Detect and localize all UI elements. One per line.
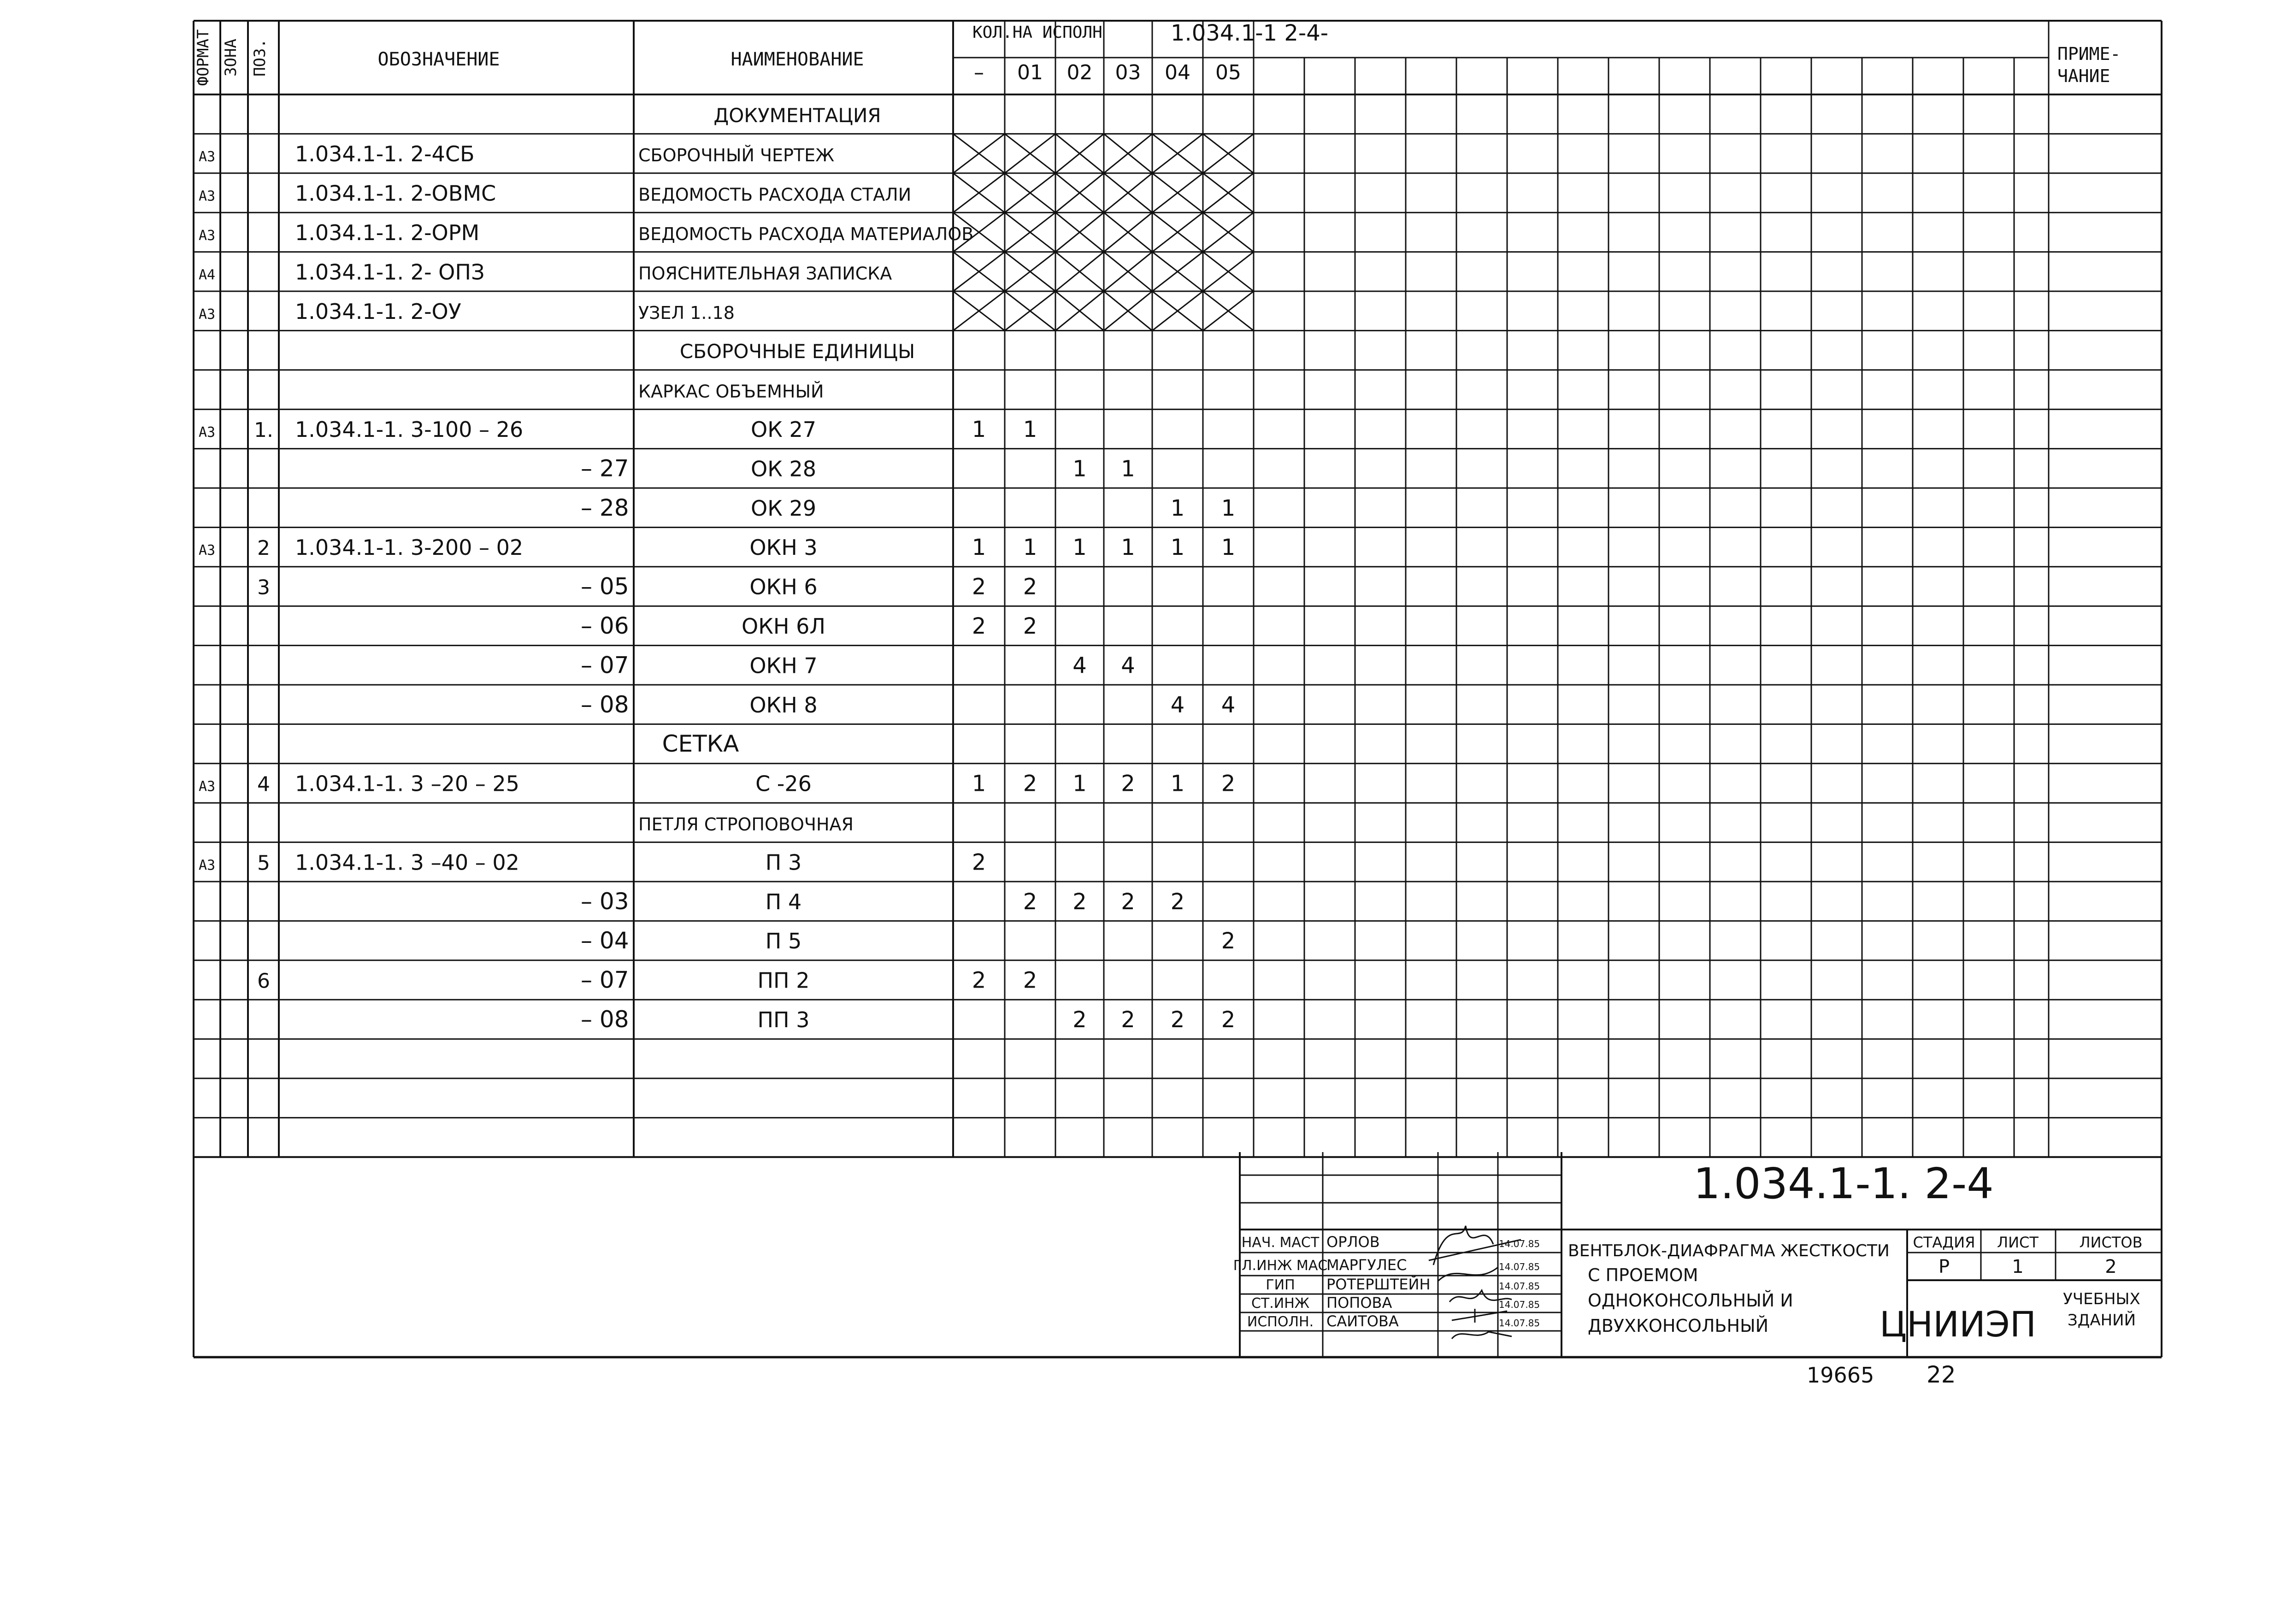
cell-qty: 4 <box>1221 692 1236 718</box>
table-row <box>581 455 1135 482</box>
cell-format: А3 <box>198 542 216 559</box>
table-row <box>257 967 1037 994</box>
org-sub-1: УЧЕБНЫХ <box>2063 1290 2140 1308</box>
cell-designation: – 04 <box>581 927 629 954</box>
tb-date: 14.07.85 <box>1499 1318 1540 1329</box>
cell-qty: 2 <box>972 574 986 600</box>
cell-format: А3 <box>198 227 216 244</box>
table-row <box>713 104 881 129</box>
cell-designation: – 28 <box>581 494 629 521</box>
cell-qty: 2 <box>972 967 986 994</box>
cell-name: ОКН 6 <box>749 574 818 600</box>
stage-value: Р <box>1938 1256 1950 1277</box>
spec-rows <box>199 104 1235 1033</box>
cell-name: ОКН 7 <box>749 653 818 678</box>
cell-section: СЕТКА <box>662 730 739 758</box>
tb-person: ОРЛОВ <box>1326 1233 1380 1251</box>
cell-name: С -26 <box>755 771 812 796</box>
tb-role: ГИП <box>1266 1277 1295 1293</box>
table-row <box>199 771 1235 797</box>
cell-qty: 2 <box>1221 1006 1236 1033</box>
signature-stroke <box>1438 1267 1498 1281</box>
cell-pos: 5 <box>257 851 270 875</box>
title-desc-2: С ПРОЕМОМ <box>1588 1265 1698 1285</box>
cell-qty: 1 <box>1221 495 1236 521</box>
cell-designation: – 06 <box>581 612 629 639</box>
cell-qty: 2 <box>1121 1006 1135 1033</box>
cell-designation: 1.034.1-1. 2-ОВМС <box>295 181 496 206</box>
table-row <box>199 141 834 166</box>
table-row <box>680 340 915 365</box>
tb-person: САИТОВА <box>1326 1312 1399 1330</box>
tb-person: РОТЕРШТЕЙН <box>1326 1276 1431 1293</box>
cell-qty: 2 <box>1023 574 1037 600</box>
cell-designation: 1.034.1-1. 3-200 – 02 <box>295 535 524 560</box>
cell-name: ПОЯСНИТЕЛЬНАЯ ЗАПИСКА <box>638 263 892 284</box>
cell-qty: 2 <box>1170 888 1185 915</box>
variant-label: 01 <box>1017 61 1043 84</box>
variant-label: 05 <box>1215 61 1241 84</box>
table-row <box>638 814 854 835</box>
cell-qty: 2 <box>1121 771 1135 797</box>
cell-name: ОК 28 <box>750 456 817 482</box>
table-row <box>662 730 739 757</box>
tb-person: ПОПОВА <box>1326 1294 1392 1312</box>
table-row <box>199 417 1037 442</box>
cell-qty: 2 <box>1023 613 1037 639</box>
cell-qty: 1 <box>1072 456 1087 482</box>
cell-format: А3 <box>198 857 216 874</box>
cell-designation: 1.034.1-1. 3 –40 – 02 <box>295 850 519 875</box>
cell-qty: 2 <box>1221 771 1236 797</box>
header-note-1: ПРИМЕ- <box>2057 44 2121 64</box>
cell-qty: 4 <box>1121 653 1135 679</box>
cell-designation: – 27 <box>581 455 629 482</box>
cell-designation: – 07 <box>581 652 629 679</box>
tb-person: МАРГУЛЕС <box>1326 1256 1407 1274</box>
tb-date: 14.07.85 <box>1499 1281 1540 1292</box>
tb-role: СТ.ИНЖ <box>1251 1295 1310 1312</box>
table-row <box>257 573 1037 600</box>
cell-name: П 3 <box>765 850 802 875</box>
cell-qty: 1 <box>1023 535 1037 561</box>
cell-format: А3 <box>198 149 216 165</box>
cell-format: А3 <box>198 424 216 441</box>
table-row <box>581 927 1235 954</box>
cell-qty: 1 <box>1170 495 1185 521</box>
table-row <box>199 259 892 284</box>
cell-name: ВЕДОМОСТЬ РАСХОДА МАТЕРИАЛОВ <box>638 224 974 244</box>
cell-qty: 2 <box>1121 888 1135 915</box>
title-block-roles <box>1233 1233 1540 1330</box>
table-grid <box>194 21 2162 1357</box>
table-row <box>581 652 1135 678</box>
tb-role: НАЧ. МАСТ <box>1241 1235 1320 1251</box>
sheets-label: ЛИСТОВ <box>2079 1234 2143 1251</box>
cell-qty: 2 <box>972 613 986 639</box>
cell-name: ОКН 8 <box>749 692 818 718</box>
cell-name: ПП 2 <box>757 968 810 993</box>
table-row <box>199 535 1235 560</box>
cell-pos: 2 <box>257 536 270 560</box>
sheet-label: ЛИСТ <box>1997 1234 2039 1251</box>
cell-qty: 2 <box>1072 1006 1087 1033</box>
title-doc-code: 1.034.1-1. 2-4 <box>1693 1159 1994 1208</box>
cell-pos: 4 <box>257 772 270 796</box>
table-row <box>581 494 1235 521</box>
cell-name: ПП 3 <box>757 1007 810 1032</box>
cell-qty: 1 <box>1170 535 1185 561</box>
inventory-number: 19665 <box>1807 1363 1874 1388</box>
header-name: НАИМЕНОВАНИЕ <box>731 49 864 70</box>
cell-qty: 2 <box>1170 1006 1185 1033</box>
table-row <box>581 888 1184 915</box>
cell-designation: 1.034.1-1. 3 –20 – 25 <box>295 771 519 796</box>
cell-qty: 1 <box>1023 416 1037 442</box>
cell-designation: – 03 <box>581 888 629 915</box>
cell-designation: – 07 <box>581 966 629 994</box>
cell-name: ПЕТЛЯ СТРОПОВОЧНАЯ <box>638 814 854 835</box>
cell-designation: 1.034.1-1. 2-ОУ <box>295 299 461 324</box>
cell-qty: 1 <box>1121 535 1135 561</box>
header-format: ФОРМАТ <box>194 29 212 86</box>
title-desc-1: ВЕНТБЛОК-ДИАФРАГМА ЖЕСТКОСТИ <box>1568 1242 1890 1260</box>
org-sub-2: ЗДАНИЙ <box>2067 1311 2136 1330</box>
cell-name: ОКН 6Л <box>742 613 825 639</box>
cell-qty: 2 <box>1023 888 1037 915</box>
cell-qty: 4 <box>1072 653 1087 679</box>
table-row <box>199 181 911 206</box>
signature-stroke <box>1452 1332 1512 1339</box>
variant-label: 02 <box>1066 61 1093 84</box>
cell-name: П 5 <box>765 929 802 954</box>
table-row <box>199 849 986 875</box>
title-desc-3: ОДНОКОНСОЛЬНЫЙ И <box>1588 1290 1793 1311</box>
variant-label: 04 <box>1165 61 1190 84</box>
stage-label: СТАДИЯ <box>1913 1234 1975 1251</box>
sheets-value: 2 <box>2105 1256 2117 1277</box>
page-number: 22 <box>1927 1361 1956 1388</box>
cell-qty: 2 <box>1023 771 1037 797</box>
cell-qty: 2 <box>1072 888 1087 915</box>
tb-role-row <box>1233 1256 1540 1274</box>
cell-qty: 1 <box>1170 771 1185 797</box>
cell-qty: 4 <box>1170 692 1185 718</box>
cell-qty: 2 <box>972 849 986 876</box>
table-row <box>638 382 824 402</box>
cell-qty: 2 <box>1023 967 1037 994</box>
tb-role-row <box>1266 1276 1540 1293</box>
header-qty-doc-code: 1.034.1-1 2-4- <box>1171 20 1329 46</box>
cell-name: ОК 27 <box>750 417 817 442</box>
cell-designation: 1.034.1-1. 2- ОПЗ <box>295 259 485 285</box>
cell-heading: ДОКУМЕНТАЦИЯ <box>713 104 881 127</box>
cell-name: П 4 <box>765 889 802 914</box>
tb-date: 14.07.85 <box>1499 1238 1540 1249</box>
tb-role: ГЛ.ИНЖ МАС <box>1233 1258 1328 1274</box>
header-note-2: ЧАНИЕ <box>2057 66 2110 86</box>
cell-designation: 1.034.1-1. 2-4СБ <box>295 141 475 167</box>
header-qty-label: КОЛ.НА ИСПОЛН <box>972 23 1102 42</box>
cell-pos: 6 <box>257 969 270 993</box>
table-row <box>581 691 1235 718</box>
cell-name: ВЕДОМОСТЬ РАСХОДА СТАЛИ <box>638 184 912 205</box>
tb-role: ИСПОЛН. <box>1247 1314 1314 1330</box>
cell-designation: – 08 <box>581 691 629 718</box>
cell-designation: 1.034.1-1. 2-ОРМ <box>295 220 480 245</box>
variant-label: 03 <box>1115 61 1141 84</box>
cell-format: А3 <box>198 188 216 205</box>
cell-designation: 1.034.1-1. 3-100 – 26 <box>295 417 524 442</box>
header-pos: ПОЗ. <box>251 39 269 76</box>
cell-name: СБОРОЧНЫЙ ЧЕРТЕЖ <box>638 145 835 166</box>
table-row <box>581 612 1037 639</box>
cell-qty: 1 <box>972 416 986 442</box>
header-designation: ОБОЗНАЧЕНИЕ <box>377 49 500 70</box>
tb-role-row <box>1242 1233 1540 1251</box>
cell-format: А3 <box>198 306 216 323</box>
tb-date: 14.07.85 <box>1499 1299 1540 1310</box>
table-header <box>194 20 2121 86</box>
cell-qty: 1 <box>1072 535 1087 561</box>
cell-format: А4 <box>198 267 216 283</box>
cell-name: КАРКАС ОБЪЕМНЫЙ <box>638 381 824 402</box>
org-name: ЦНИИЭП <box>1879 1304 2037 1345</box>
cell-designation: – 08 <box>581 1006 629 1033</box>
cell-designation: – 05 <box>581 573 629 600</box>
cell-heading: СБОРОЧНЫЕ ЕДИНИЦЫ <box>679 340 915 363</box>
cell-qty: 1 <box>972 535 986 561</box>
cell-pos: 3 <box>257 576 270 600</box>
cell-pos: 1. <box>254 418 273 442</box>
table-row <box>199 220 973 245</box>
tb-date: 14.07.85 <box>1499 1261 1540 1272</box>
cell-qty: 1 <box>972 771 986 797</box>
tb-role-row <box>1247 1312 1540 1330</box>
header-zone: ЗОНА <box>222 39 240 76</box>
cell-name: ОК 29 <box>750 495 817 521</box>
variant-labels <box>974 61 1241 84</box>
tb-role-row <box>1251 1294 1540 1312</box>
cell-qty: 2 <box>1221 928 1236 954</box>
variant-label: – <box>974 61 984 84</box>
cell-name: ОКН 3 <box>749 535 818 560</box>
title-desc-4: ДВУХКОНСОЛЬНЫЙ <box>1588 1316 1769 1336</box>
cell-qty: 1 <box>1121 456 1135 482</box>
table-row <box>581 1006 1235 1033</box>
cell-format: А3 <box>198 778 216 795</box>
cell-qty: 1 <box>1221 535 1236 561</box>
cell-qty: 1 <box>1072 771 1087 797</box>
sheet-value: 1 <box>2012 1256 2024 1277</box>
cell-name: УЗЕЛ 1..18 <box>638 302 735 323</box>
